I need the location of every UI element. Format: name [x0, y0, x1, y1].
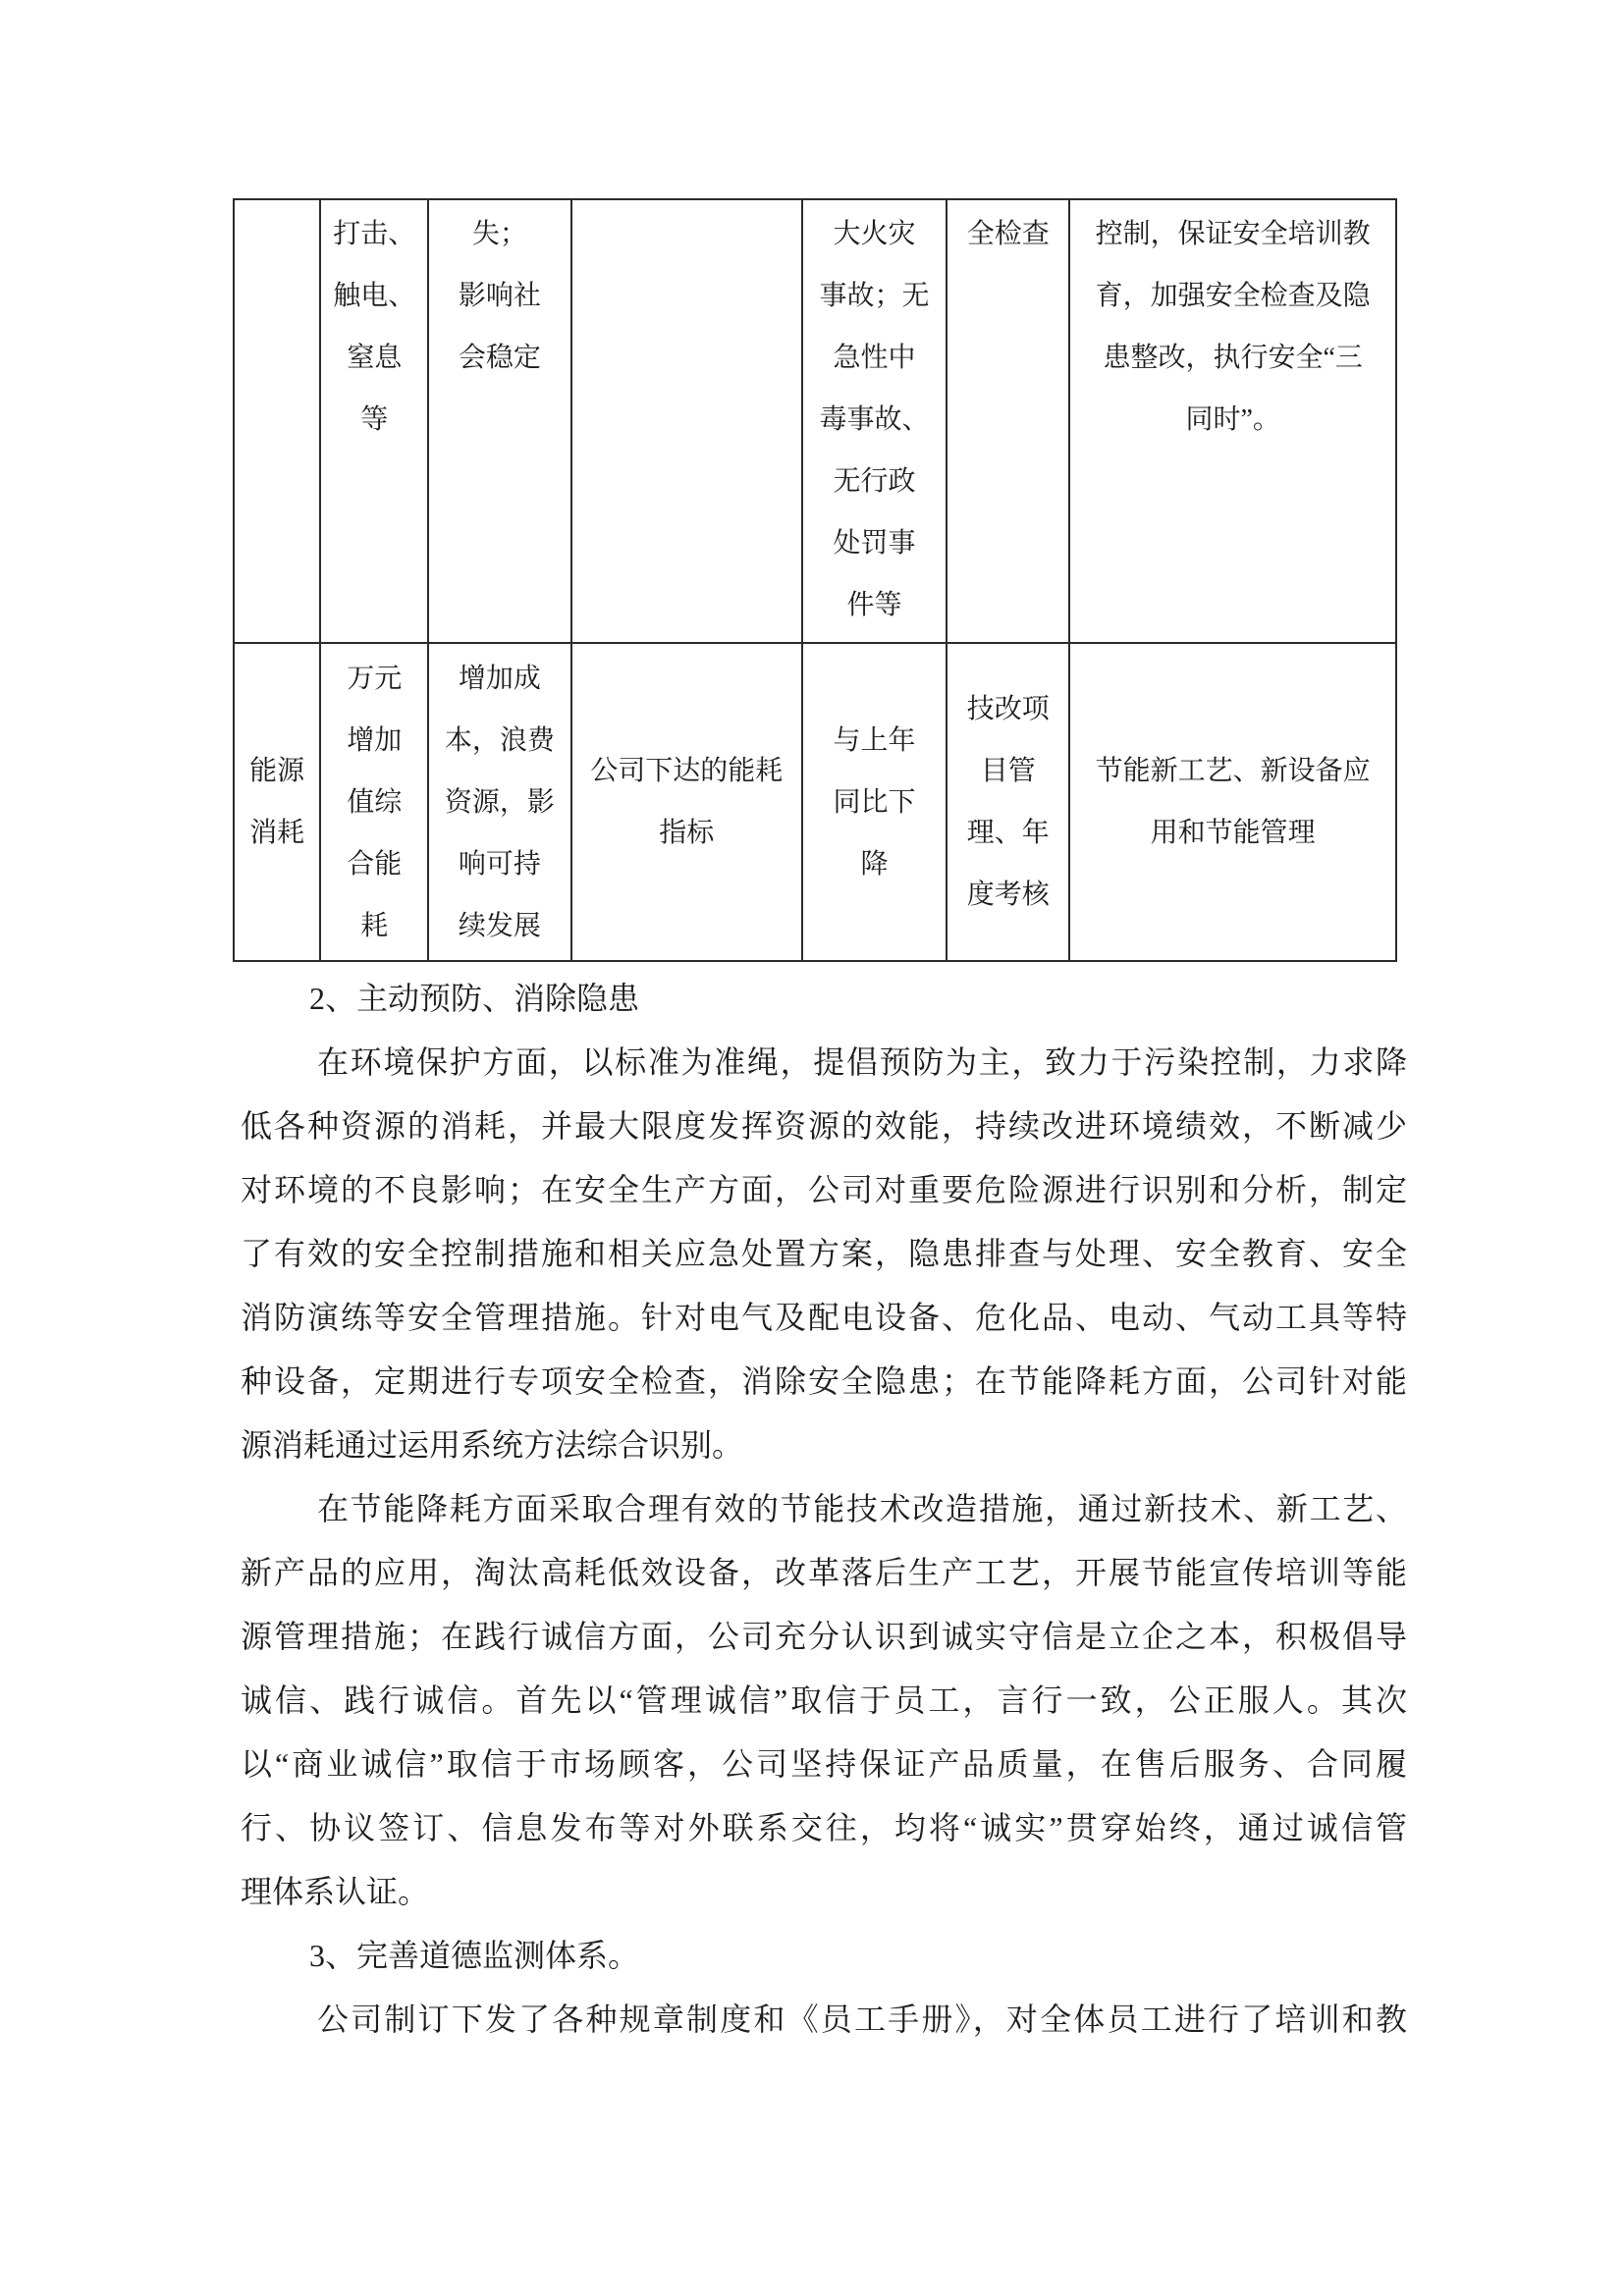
cell-line: 能源 — [249, 756, 305, 786]
cell-line: 同时”。 — [1185, 404, 1280, 435]
cell-line: 度考核 — [966, 880, 1050, 910]
table-cell — [802, 199, 947, 643]
table-cell — [947, 199, 1069, 643]
cell-line: 影响社 — [458, 281, 541, 311]
table-cell — [571, 643, 802, 961]
cell-line: 响可持 — [458, 848, 541, 880]
cell-line: 患整改，执行安全“三 — [1103, 343, 1363, 373]
table-row-energy-consumption — [234, 643, 1396, 961]
cell-line: 本，浪费 — [444, 724, 555, 756]
cell-line: 育，加强安全检查及隐 — [1095, 281, 1371, 311]
cell-line: 控制，保证安全培训教 — [1095, 219, 1371, 249]
table-cell — [802, 643, 947, 961]
paragraph-integrity-line: 行、协议签订、信息发布等对外联系交往，均将“诚实”贯穿始终，通过诚信管 — [241, 1810, 1407, 1845]
cell-line: 失； — [471, 219, 527, 249]
paragraph-prevention-line: 消防演练等安全管理措施。针对电气及配电设备、危化品、电动、气动工具等特 — [241, 1300, 1407, 1335]
paragraph-handbook-line: 公司制订下发了各种规章制度和《员工手册》，对全体员工进行了培训和教 — [317, 2002, 1407, 2037]
paragraph-prevention-line: 种设备，定期进行专项安全检查，消除安全隐患；在节能降耗方面，公司针对能 — [241, 1363, 1407, 1399]
cell-line: 打击、 — [333, 219, 416, 249]
cell-line: 窒息 — [347, 343, 403, 373]
cell-line: 毒事故、 — [819, 404, 930, 435]
table-cell — [234, 199, 320, 643]
cell-line: 目管 — [980, 756, 1036, 786]
cell-line: 万元 — [347, 663, 403, 694]
table-cell — [320, 199, 428, 643]
cell-line: 处罚事 — [833, 528, 916, 559]
paragraph-integrity-line: 在节能降耗方面采取合理有效的节能技术改造措施，通过新技术、新工艺、 — [317, 1491, 1407, 1526]
cell-line: 续发展 — [458, 910, 541, 941]
cell-line: 件等 — [846, 590, 902, 620]
section-heading-3: 3、完善道德监测体系。 — [309, 1938, 640, 1973]
paragraph-prevention-line: 在环境保护方面，以标准为准绳，提倡预防为主，致力于污染控制，力求降 — [317, 1044, 1407, 1080]
paragraph-prevention-line: 源消耗通过运用系统方法综合识别。 — [241, 1427, 744, 1463]
paragraph-integrity-line: 新产品的应用，淘汰高耗低效设备，改革落后生产工艺，开展节能宣传培训等能 — [241, 1555, 1407, 1590]
cell-line: 消耗 — [249, 818, 305, 848]
table-cell — [1069, 643, 1396, 961]
cell-line: 指标 — [659, 818, 715, 848]
cell-line: 无行政 — [833, 466, 916, 497]
cell-line: 节能新工艺、新设备应 — [1095, 756, 1371, 786]
paragraph-prevention-line: 对环境的不良影响；在安全生产方面，公司对重要危险源进行识别和分析，制定 — [241, 1172, 1407, 1207]
section-heading-2: 2、主动预防、消除隐患 — [309, 981, 640, 1016]
cell-line: 耗 — [360, 910, 389, 941]
cell-line: 增加 — [347, 724, 403, 756]
cell-line: 技改项 — [966, 694, 1050, 724]
cell-line: 公司下达的能耗 — [590, 756, 784, 786]
table-cell — [428, 643, 570, 961]
table-cell — [234, 643, 320, 961]
table-cell — [947, 643, 1069, 961]
table-row-safety-continued — [234, 199, 1396, 643]
cell-line: 增加成 — [458, 663, 541, 694]
cell-line: 全检查 — [966, 219, 1050, 249]
cell-line: 理、年 — [966, 818, 1050, 848]
cell-line: 等 — [360, 404, 389, 435]
table-body — [234, 199, 1396, 961]
table-cell — [571, 199, 802, 643]
paragraph-integrity-line: 源管理措施；在践行诚信方面，公司充分认识到诚实守信是立企之本，积极倡导 — [241, 1619, 1407, 1654]
paragraph-prevention-line: 了有效的安全控制措施和相关应急处置方案，隐患排查与处理、安全教育、安全 — [241, 1236, 1407, 1271]
paragraph-integrity-line: 诚信、践行诚信。首先以“管理诚信”取信于员工，言行一致，公正服人。其次 — [241, 1682, 1407, 1718]
table-cell — [320, 643, 428, 961]
cell-line: 会稳定 — [458, 343, 541, 373]
paragraph-prevention-line: 低各种资源的消耗，并最大限度发挥资源的效能，持续改进环境绩效，不断减少 — [241, 1108, 1407, 1144]
cell-line: 用和节能管理 — [1150, 818, 1316, 848]
responsibility-table — [233, 198, 1397, 962]
cell-line: 同比下 — [833, 786, 916, 818]
table-cell — [1069, 199, 1396, 643]
cell-line: 值综 — [347, 786, 403, 818]
cell-line: 大火灾 — [833, 219, 916, 249]
cell-line: 与上年 — [833, 724, 916, 756]
body-text — [241, 967, 1407, 2052]
paragraph-integrity-line: 理体系认证。 — [241, 1874, 430, 1909]
cell-line: 合能 — [347, 848, 403, 880]
cell-line: 降 — [860, 848, 889, 880]
cell-line: 事故；无 — [819, 281, 930, 311]
paragraph-integrity-line: 以“商业诚信”取信于市场顾客，公司坚持保证产品质量，在售后服务、合同履 — [241, 1746, 1407, 1782]
cell-line: 触电、 — [333, 281, 416, 311]
cell-line: 资源，影 — [444, 786, 555, 818]
table-cell — [428, 199, 570, 643]
cell-line: 急性中 — [833, 343, 916, 373]
